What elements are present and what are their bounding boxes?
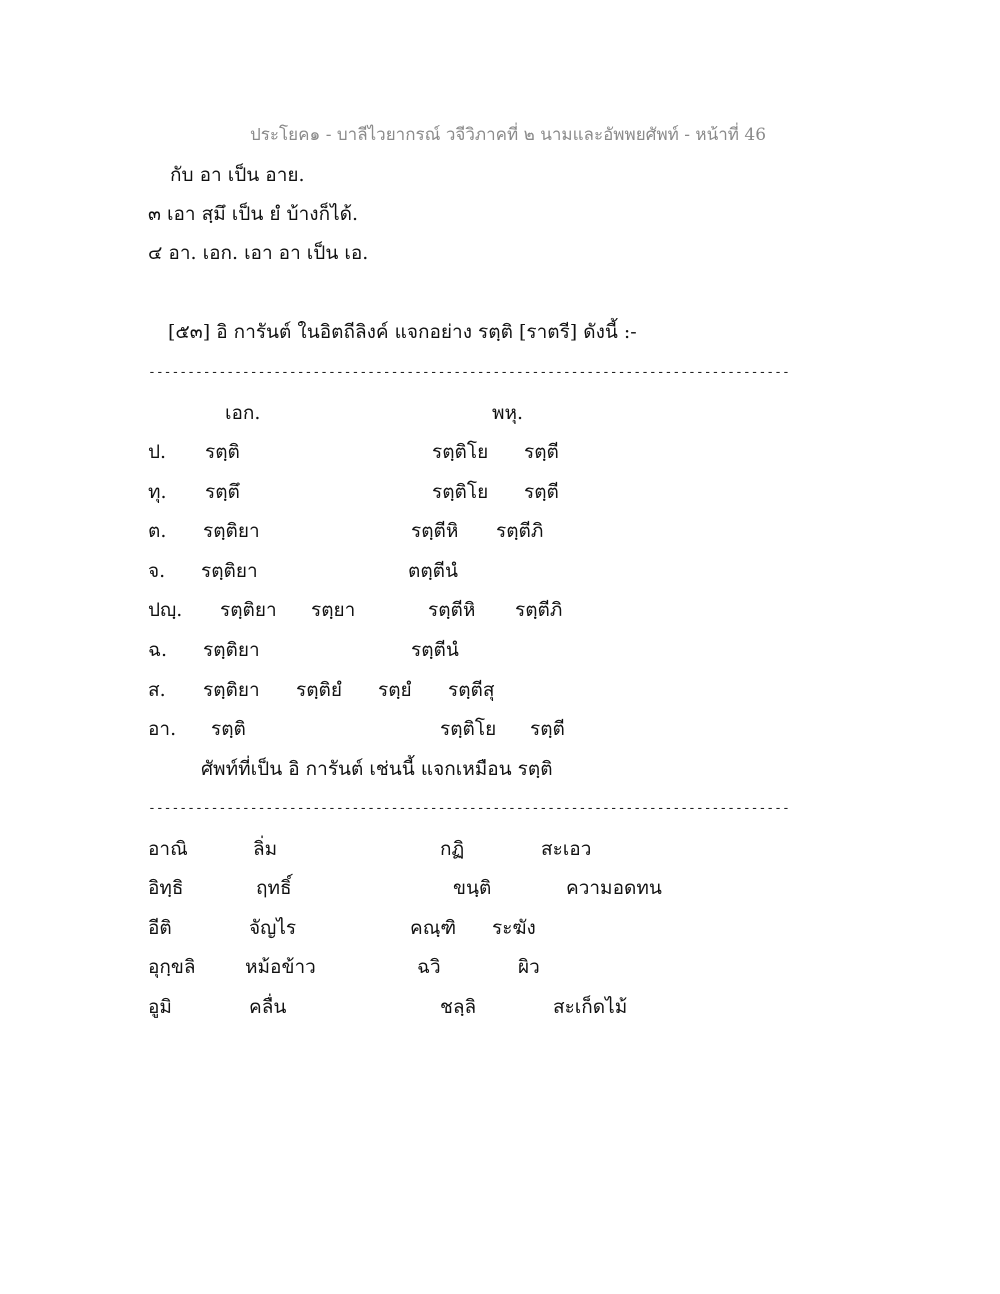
plural-form: รตฺตีหิ [411, 520, 459, 542]
divider: ---------------------------------------------------------------------------------- [148, 801, 790, 816]
singular-form: รตฺติยา [201, 560, 258, 582]
singular-header: เอก. [225, 402, 261, 424]
singular-form: รตฺติ [211, 718, 246, 740]
case-label: ฉ. [148, 639, 167, 661]
vocab-thai: ฤทธิ์ [256, 877, 292, 899]
vocab-pali: ขนฺติ [453, 877, 492, 899]
plural-form: รตฺติโย [440, 718, 497, 740]
vocab-thai: สะเอว [541, 838, 592, 860]
plural-form: รตฺติโย [432, 441, 489, 463]
vocab-pali: ชลฺลิ [440, 996, 477, 1018]
vocab-pali: อาณิ [148, 838, 188, 860]
vocab-thai: จัญไร [249, 917, 297, 939]
vocab-pali: อุกฺขลิ [148, 956, 196, 978]
plural-header: พหุ. [492, 402, 524, 424]
case-label: ส. [148, 679, 166, 701]
declension-note: ศัพท์ที่เป็น อิ การันต์ เช่นนี้ แจกเหมือน รตฺติ [201, 758, 553, 780]
case-label: อา. [148, 718, 177, 740]
vocab-pali: กฏิ [440, 838, 465, 860]
vocab-thai: สะเก็ดไม้ [553, 996, 628, 1018]
section-title: [๕๓] อิ การันต์ ในอิตถีลิงค์ แจกอย่าง รตฺติ [ราตรี] ดังนี้ :- [168, 321, 637, 343]
case-label: ปญฺ. [148, 599, 183, 621]
plural-form: รตฺตีสุ [448, 679, 495, 701]
singular-form: รตฺติ [205, 441, 240, 463]
vocab-thai: หม้อข้าว [245, 956, 316, 978]
singular-form: รตฺยา [311, 599, 356, 621]
vocab-pali: อิทฺธิ [148, 877, 184, 899]
plural-form: รตฺติโย [432, 481, 489, 503]
singular-form: รตฺติยา [203, 679, 260, 701]
vocab-thai: ความอดทน [566, 877, 662, 899]
divider: ---------------------------------------------------------------------------------- [148, 365, 790, 380]
plural-form: รตฺตี [524, 481, 559, 503]
vocab-pali: อีติ [148, 917, 172, 939]
plural-form: รตฺตี [524, 441, 559, 463]
singular-form: รตฺตึ [205, 481, 240, 503]
case-label: จ. [148, 560, 166, 582]
plural-form: รตฺตีภิ [515, 599, 563, 621]
vocab-pali: คณฺฑิ [410, 917, 457, 939]
vocab-pali: ฉวิ [417, 956, 441, 978]
plural-form: รตฺตีภิ [496, 520, 544, 542]
vocab-thai: ผิว [518, 956, 540, 978]
case-label: ทุ. [148, 481, 167, 503]
singular-form: รตฺติยํ [296, 679, 343, 701]
vocab-thai: ลิ่ม [253, 838, 278, 860]
plural-form: รตฺตีหิ [428, 599, 476, 621]
page-header: ประโยค๑ - บาลีไวยากรณ์ วจีวิภาคที่ ๒ นามและอัพพยศัพท์ - หน้าที่ 46 [250, 125, 767, 145]
vocab-thai: คลื่น [249, 996, 287, 1018]
singular-form: รตฺติยา [220, 599, 277, 621]
intro-line: กับ อา เป็น อาย. [170, 164, 305, 186]
plural-form: ตตฺตีนํ [408, 560, 459, 582]
vocab-pali: อูมิ [148, 996, 172, 1018]
case-label: ต. [148, 520, 167, 542]
singular-form: รตฺยํ [378, 679, 412, 701]
plural-form: รตฺตี [530, 718, 565, 740]
singular-form: รตฺติยา [203, 639, 260, 661]
intro-line: ๔ อา. เอก. เอา อา เป็น เอ. [148, 242, 369, 264]
plural-form: รตฺตีนํ [411, 639, 459, 661]
vocab-thai: ระฆัง [492, 917, 536, 939]
case-label: ป. [148, 441, 167, 463]
intro-line: ๓ เอา สฺมึ เป็น ยํ บ้างก็ได้. [148, 203, 359, 225]
singular-form: รตฺติยา [203, 520, 260, 542]
